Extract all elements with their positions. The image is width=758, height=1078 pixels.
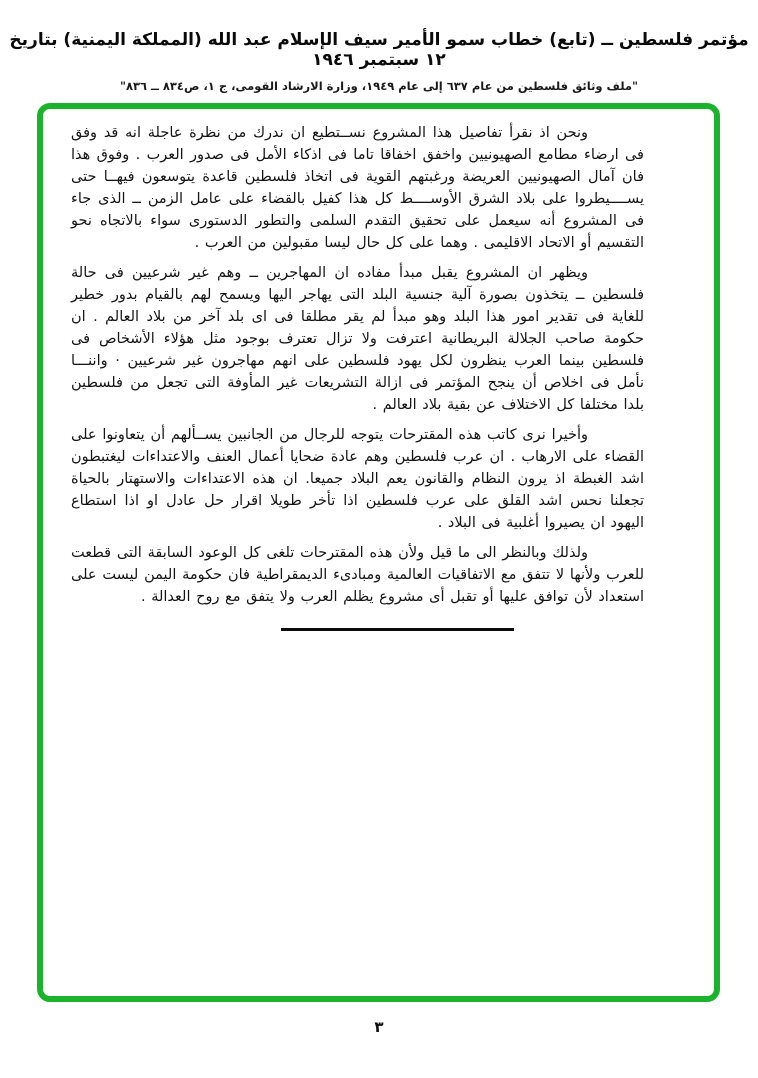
green-border-frame [37,103,720,1002]
body-paragraph-4: ولذلك وبالنظر الى ما قيل ولأن هذه المقترحات تلغى كل الوعود السابقة التى قطعت للعرب ولأنها لا تتفق مع الاتفاقيات العالمية ومبادىء الديمقراطية فان حكومة اليمن ليست على استعداد لأن توافق عليها أو تقبل أى مشروع يظلم العرب ولا يتفق مع روح العدالة . [71,545,644,605]
section-end-divider [281,628,514,631]
body-text-block [43,109,714,631]
body-paragraph-2: ويظهر ان المشروع يقبل مبدأ مفاده ان المهاجرين ــ وهم غير شرعيين فى حالة فلسطين ــ يتخذون بصورة آلية جنسية البلد التى يهاجر اليها ويسمح لهم بالقيام بدور خطير للغاية فى تقدير امور هذا البلد وهو مبدأ لم يقر مطلقا فى اى بلد آخر من بلاد العالم . ان حكومة صاحب الجلالة البريطانية اعترفت ولا تزال تعترف بوجود مثل هؤلاء الأشخاص فى فلسطين بينما العرب ينظرون لكل يهود فلسطين على انهم مهاجرون غير شرعيين · واننـــا نأمل فى اخلاص أن ينجح المؤتمر فى ازالة التشريعات غير المأوفة التى تجعل من فلسطين بلدا مختلفا كل الاختلاف عن بقية بلاد العالم . [71,265,644,413]
body-paragraph-3: وأخيرا نرى كاتب هذه المقترحات يتوجه للرجال من الجانبين يســألهم أن يتعاونوا على القضاء على الارهاب . ان عرب فلسطين وهم عادة ضحايا أعمال العنف والاعتداءات ليغتبطون اشد الغبطة اذ يرون النظام والقانون يعم البلاد جميعا. ان هذه الاعتداءات والاستهتار بالحياة تجعلنا نحس اشد القلق على عرب فلسطين اذا تأخر طويلا اقرار حل عادل او اذا استطاع اليهود ان يصيروا أغلبية فى البلاد . [71,427,644,531]
page-number: ٣ [374,1018,384,1036]
document-header [0,30,758,93]
source-citation: "ملف وثائق فلسطين من عام ٦٣٧ إلى عام ١٩٤٩، وزارة الارشاد القومى، ج ١، ص٨٣٤ ــ ٨٣٦" [119,79,639,93]
page-title: مؤتمر فلسطين ــ (تابع) خطاب سمو الأمير سيف الإسلام عبد الله (المملكة اليمنية) بتاريخ ١٢ سبتمبر ١٩٤٦ [9,30,749,70]
body-paragraph-1: ونحن اذ نقرأ تفاصيل هذا المشروع نســتطيع ان ندرك من نظرة عاجلة انه قد وفق فى ارضاء مطامع الصهيونيين واخفق اخفاقا تاما فى اذكاء الأمل فى صدور العرب . وفوق هذا فان آمال الصهيونيين العريضة ورغبتهم القوية فى اتخاذ فلسطين قاعدة يتوسعون فيهــا حتى يســــيطروا على بلاد الشرق الأوســــط كل هذا كفيل بالقضاء على عامل الزمن ــ الذى جاء فى المشروع أنه سيعمل على تحقيق التقدم السلمى والتطور الدستورى سواء بالاتجاه نحو التقسيم أو الاتحاد الاقليمى . وهما على كل حال ليسا مقبولين من العرب . [71,125,644,251]
